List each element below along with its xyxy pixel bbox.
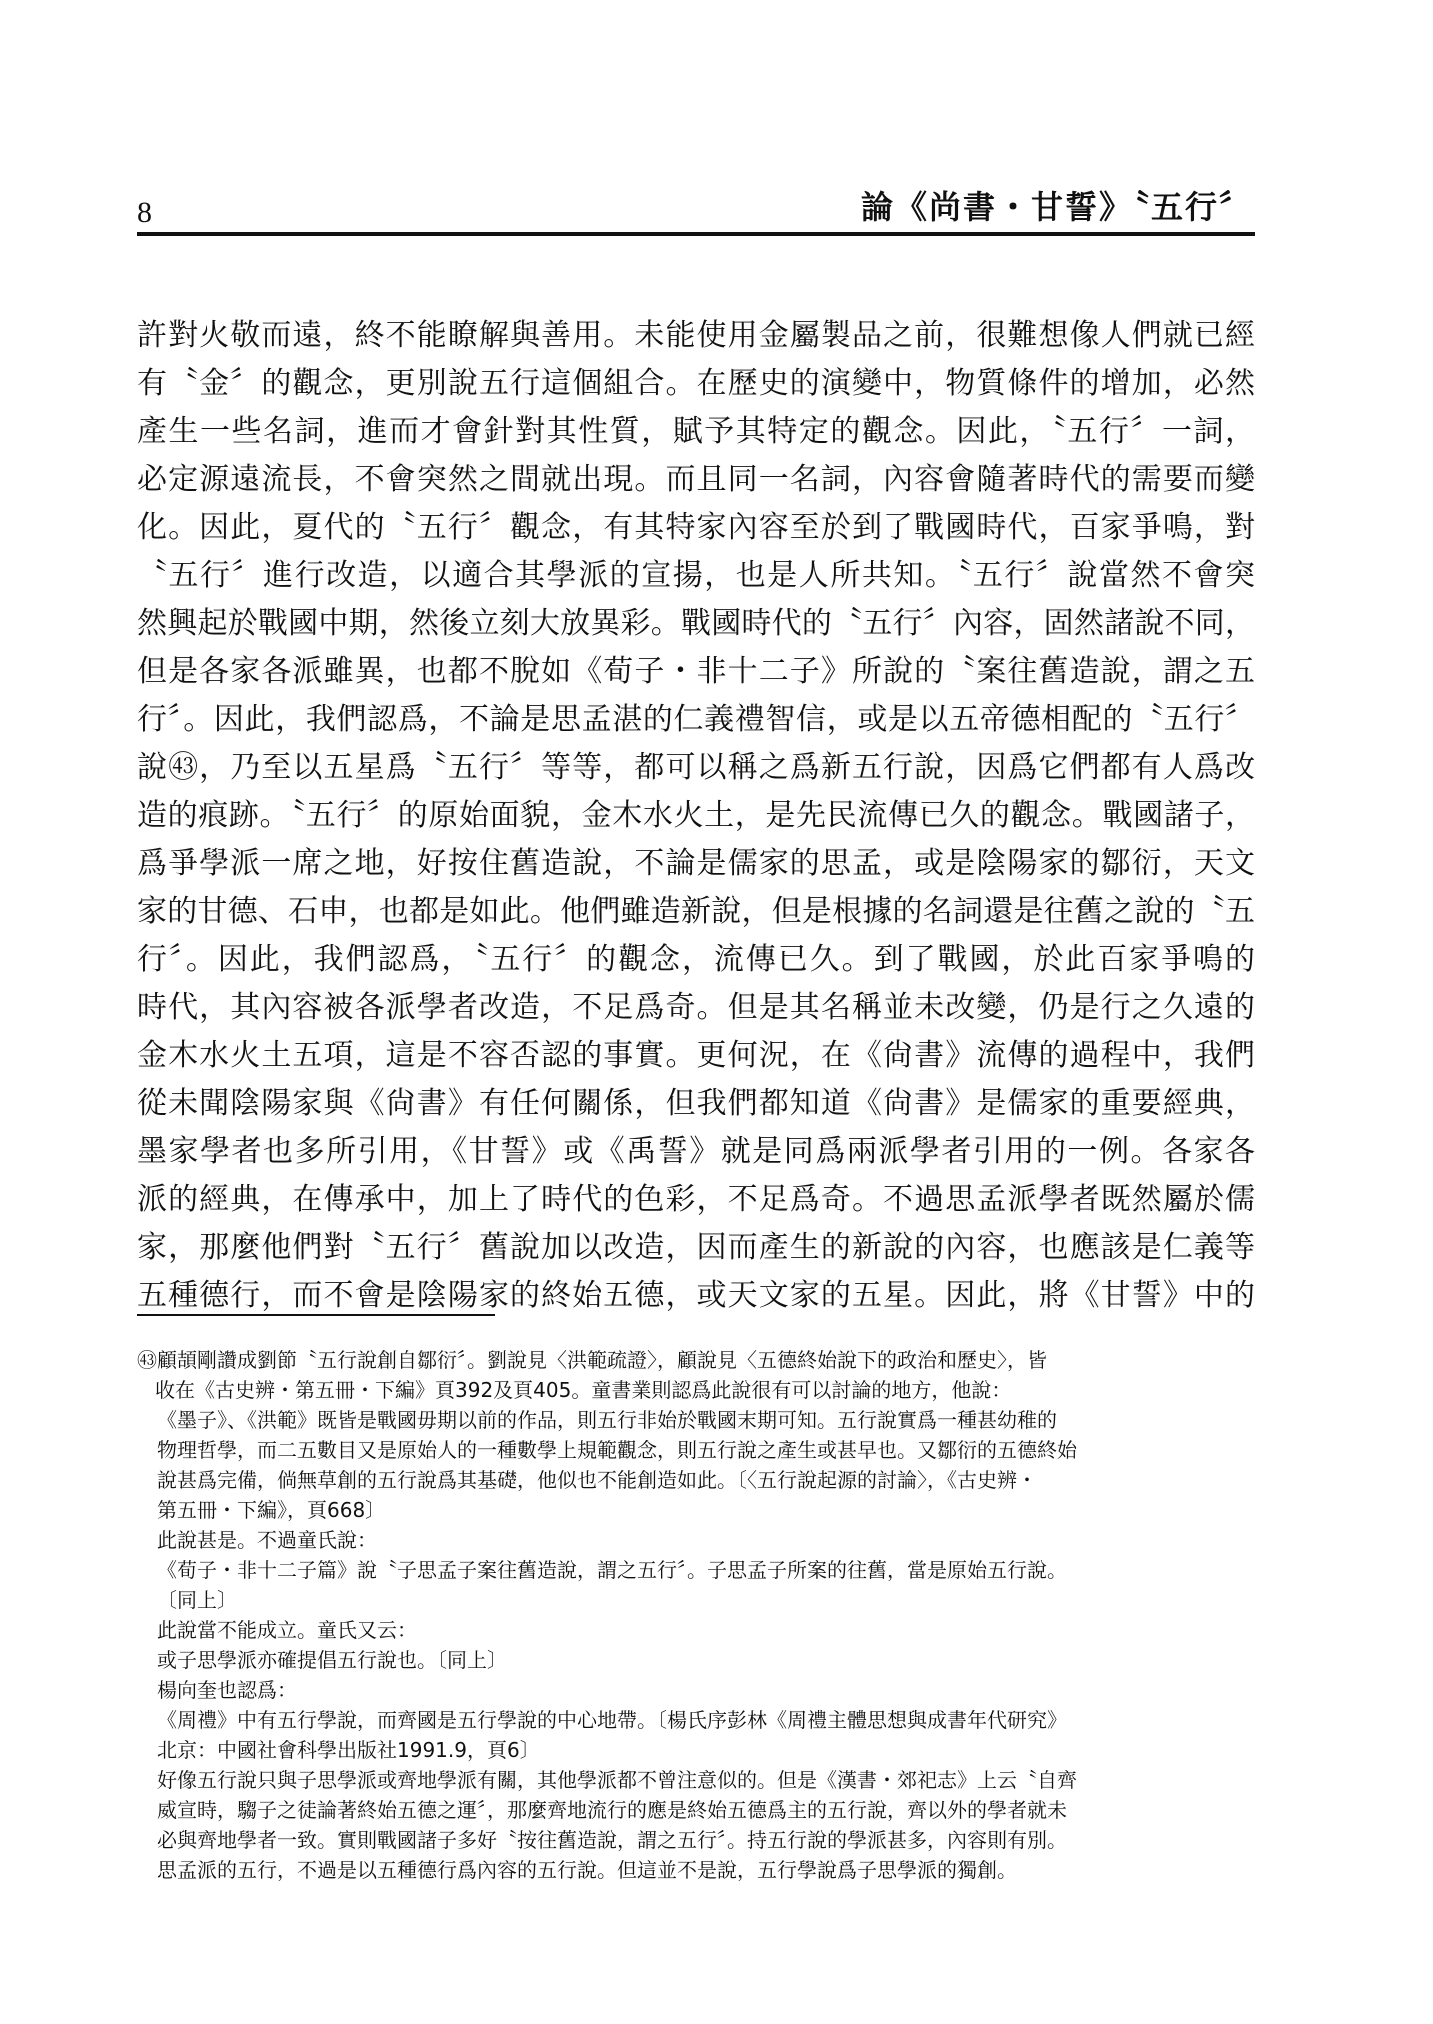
text-line: 派的經典，在傳承中，加上了時代的色彩，不足爲奇。不過思孟派學者既然屬於儒 [137,1182,1255,1217]
text-line: 家的甘德、石申，也都是如此。他們雖造新說，但是根據的名詞還是往舊之說的〝五 [137,894,1255,929]
footnote-quote-line: 或子思學派亦確提倡五行說也。〔同上〕 [157,1648,507,1672]
footnote-quote-line: 《周禮》中有五行學說，而齊國是五行學說的中心地帶。〔楊氏序彭林《周禮主體思想與成書年代研究》 [157,1708,1067,1732]
footnote [137,1345,1255,1885]
text-line: 說㊸，乃至以五星爲〝五行〞等等，都可以稱之爲新五行說，因爲它們都有人爲改 [137,750,1255,785]
text-line: 化。因此，夏代的〝五行〞觀念，有其特家內容至於到了戰國時代，百家爭鳴，對 [137,510,1255,545]
text-line: 時代，其內容被各派學者改造，不足爲奇。但是其名稱並未改變，仍是行之久遠的 [137,990,1255,1025]
text-line: 但是各家各派雖異，也都不脫如《荀子・非十二子》所說的〝案往舊造說，謂之五 [137,654,1255,689]
main-text [137,312,1255,1320]
text-line: 然興起於戰國中期，然後立刻大放異彩。戰國時代的〝五行〞內容，固然諸說不同， [137,606,1255,641]
footnote-line: 威宣時，騶子之徒論著終始五德之運〞，那麼齊地流行的應是終始五德爲主的五行說，齊以外的學者就未 [157,1798,1067,1822]
page-number: 8 [137,196,152,229]
text-line: 金木水火土五項，這是不容否認的事實。更何況，在《尙書》流傳的過程中，我們 [137,1038,1255,1073]
text-line: 必定源遠流長，不會突然之間就出現。而且同一名詞，內容會隨著時代的需要而變 [137,462,1255,497]
footnote-line: 思孟派的五行，不過是以五種德行爲內容的五行說。但這並不是說，五行學說爲子思學派的獨創。 [157,1858,1017,1882]
text-line: 許對火敬而遠，終不能瞭解與善用。未能使用金屬製品之前，很難想像人們就已經 [137,318,1255,353]
footnote-rule [137,1314,495,1316]
footnote-quote-line: 《墨子》、《洪範》既皆是戰國毋期以前的作品，則五行非始於戰國末期可知。五行說實爲一種甚幼稚的 [157,1408,1057,1432]
footnote-line: 楊向奎也認爲： [157,1678,297,1702]
text-line: 爲爭學派一席之地，好按住舊造說，不論是儒家的思孟，或是陰陽家的鄒衍，天文 [137,846,1255,881]
text-line: 家，那麼他們對〝五行〞舊說加以改造，因而產生的新說的內容，也應該是仁義等 [137,1230,1255,1265]
text-line: 有〝金〞的觀念，更別說五行這個組合。在歷史的演變中，物質條件的增加，必然 [137,366,1255,401]
text-line: 墨家學者也多所引用，《甘誓》或《禹誓》就是同爲兩派學者引用的一例。各家各 [137,1134,1255,1169]
header-rule [137,232,1255,236]
text-line: 〝五行〞進行改造，以適合其學派的宣揚，也是人所共知。〝五行〞說當然不會突 [137,558,1255,593]
text-line: 五種德行，而不會是陰陽家的終始五德，或天文家的五星。因此，將《甘誓》中的 [137,1278,1255,1313]
footnote-line: 收在《古史辨・第五冊・下編》頁392及頁405。童書業則認爲此說很有可以討論的地方，他說： [155,1378,1012,1402]
footnote-quote-line: 〔同上〕 [157,1588,237,1612]
text-line: 產生一些名詞，進而才會針對其性質，賦予其特定的觀念。因此，〝五行〞一詞， [137,414,1255,449]
footnote-line: 好像五行說只與子思學派或齊地學派有關，其他學派都不曾注意似的。但是《漢書・郊祀志》上云〝自齊 [157,1768,1077,1792]
text-line: 行〞。因此，我們認爲，不論是思孟湛的仁義禮智信，或是以五帝德相配的〝五行〞 [137,702,1255,737]
footnote-quote-line: 說甚爲完備，倘無草創的五行說爲其基礎，他似也不能創造如此。〔〈五行說起源的討論〉，《古史辨・ [157,1468,1037,1492]
footnote-quote-line: 物理哲學，而二五數目又是原始人的一種數學上規範觀念，則五行說之產生或甚早也。又鄒衍的五德終始 [157,1438,1077,1462]
footnote-quote-line: 北京：中國社會科學出版社1991.9，頁6〕 [157,1738,540,1762]
running-title: 論《尚書・甘誓》〝五行〞 [860,188,1253,226]
footnote-line: 必與齊地學者一致。實則戰國諸子多好〝按往舊造說，謂之五行〞。持五行說的學派甚多，內容則有別。 [157,1828,1067,1852]
footnote-line: 此說甚是。不過童氏說： [157,1528,377,1552]
text-line: 從未聞陰陽家與《尙書》有任何關係，但我們都知道《尙書》是儒家的重要經典， [137,1086,1255,1121]
footnote-quote-line: 第五冊・下編》，頁668〕 [157,1498,386,1522]
text-line: 造的痕跡。〝五行〞的原始面貌，金木水火土，是先民流傳已久的觀念。戰國諸子， [137,798,1255,833]
footnote-line: ㊸顧頡剛讚成劉節〝五行說創自鄒衍〞。劉說見〈洪範疏證〉，顧說見〈五德終始說下的政治和歷史〉，皆 [137,1348,1047,1372]
footnote-quote-line: 《荀子・非十二子篇》說〝子思孟子案往舊造說，謂之五行〞。子思孟子所案的往舊，當是原始五行說。 [157,1558,1067,1582]
footnote-line: 此說當不能成立。童氏又云： [157,1618,417,1642]
text-line: 行〞。因此，我們認爲，〝五行〞的觀念，流傳已久。到了戰國，於此百家爭鳴的 [137,942,1255,977]
